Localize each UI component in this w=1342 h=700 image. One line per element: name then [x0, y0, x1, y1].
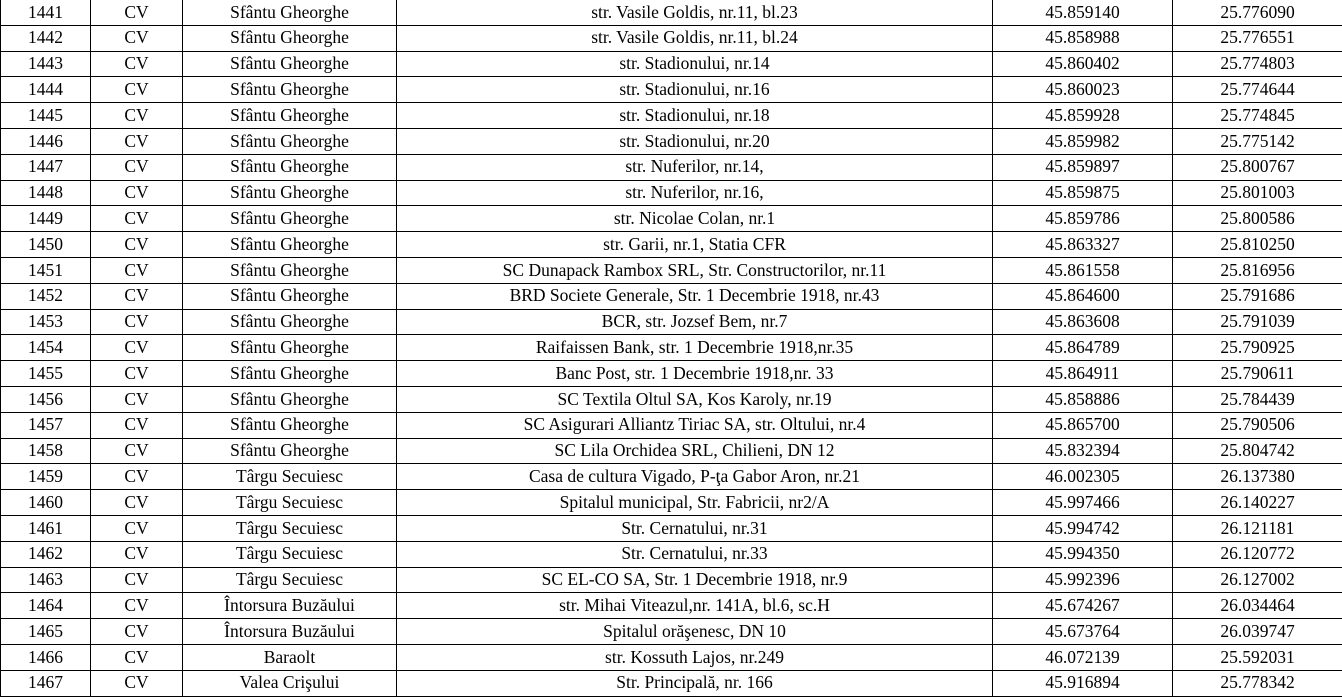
latitude-cell: 45.994742 — [993, 515, 1173, 541]
row-number-cell: 1448 — [1, 180, 91, 206]
locality-cell: Sfântu Gheorghe — [183, 180, 397, 206]
longitude-cell: 25.790506 — [1173, 412, 1342, 438]
longitude-cell: 26.120772 — [1173, 541, 1342, 567]
longitude-cell: 25.804742 — [1173, 438, 1342, 464]
table-row — [1, 593, 1342, 619]
longitude-cell: 26.140227 — [1173, 490, 1342, 516]
county-code-cell: CV — [91, 51, 183, 77]
locality-cell: Sfântu Gheorghe — [183, 283, 397, 309]
row-number-cell: 1446 — [1, 128, 91, 154]
table-row — [1, 180, 1342, 206]
locality-cell: Sfântu Gheorghe — [183, 0, 397, 25]
locality-cell: Sfântu Gheorghe — [183, 206, 397, 232]
longitude-cell: 25.800767 — [1173, 154, 1342, 180]
address-cell: BRD Societe Generale, Str. 1 Decembrie 1918, nr.43 — [397, 283, 993, 309]
county-code-cell: CV — [91, 515, 183, 541]
longitude-cell: 25.800586 — [1173, 206, 1342, 232]
longitude-cell: 25.791039 — [1173, 309, 1342, 335]
table-row — [1, 0, 1342, 25]
row-number-cell: 1467 — [1, 670, 91, 696]
latitude-cell: 45.861558 — [993, 257, 1173, 283]
address-cell: Str. Principală, nr. 166 — [397, 670, 993, 696]
locality-cell: Sfântu Gheorghe — [183, 128, 397, 154]
latitude-cell: 45.863608 — [993, 309, 1173, 335]
row-number-cell: 1457 — [1, 412, 91, 438]
locality-cell: Valea Crişului — [183, 670, 397, 696]
address-cell: Str. Cernatului, nr.31 — [397, 515, 993, 541]
table-row — [1, 541, 1342, 567]
table-row — [1, 103, 1342, 129]
latitude-cell: 45.860023 — [993, 77, 1173, 103]
county-code-cell: CV — [91, 438, 183, 464]
longitude-cell: 25.791686 — [1173, 283, 1342, 309]
address-cell: Str. Cernatului, nr.33 — [397, 541, 993, 567]
table-row — [1, 77, 1342, 103]
locality-cell: Târgu Secuiesc — [183, 464, 397, 490]
row-number-cell: 1465 — [1, 619, 91, 645]
latitude-cell: 45.997466 — [993, 490, 1173, 516]
latitude-cell: 45.860402 — [993, 51, 1173, 77]
latitude-cell: 45.992396 — [993, 567, 1173, 593]
table-row — [1, 644, 1342, 670]
longitude-cell: 25.774803 — [1173, 51, 1342, 77]
locality-cell: Sfântu Gheorghe — [183, 361, 397, 387]
locality-cell: Sfântu Gheorghe — [183, 309, 397, 335]
row-number-cell: 1453 — [1, 309, 91, 335]
row-number-cell: 1441 — [1, 0, 91, 25]
longitude-cell: 26.127002 — [1173, 567, 1342, 593]
address-cell: str. Vasile Goldis, nr.11, bl.23 — [397, 0, 993, 25]
county-code-cell: CV — [91, 257, 183, 283]
row-number-cell: 1445 — [1, 103, 91, 129]
table-row — [1, 335, 1342, 361]
address-cell: str. Stadionului, nr.14 — [397, 51, 993, 77]
longitude-cell: 25.778342 — [1173, 670, 1342, 696]
table-body — [1, 0, 1342, 696]
latitude-cell: 45.674267 — [993, 593, 1173, 619]
row-number-cell: 1466 — [1, 644, 91, 670]
county-code-cell: CV — [91, 103, 183, 129]
row-number-cell: 1461 — [1, 515, 91, 541]
table-row — [1, 25, 1342, 51]
county-code-cell: CV — [91, 206, 183, 232]
county-code-cell: CV — [91, 386, 183, 412]
latitude-cell: 45.994350 — [993, 541, 1173, 567]
longitude-cell: 25.790925 — [1173, 335, 1342, 361]
table-row — [1, 670, 1342, 696]
county-code-cell: CV — [91, 180, 183, 206]
row-number-cell: 1454 — [1, 335, 91, 361]
longitude-cell: 25.776551 — [1173, 25, 1342, 51]
county-code-cell: CV — [91, 283, 183, 309]
row-number-cell: 1449 — [1, 206, 91, 232]
locality-cell: Sfântu Gheorghe — [183, 103, 397, 129]
address-cell: str. Stadionului, nr.16 — [397, 77, 993, 103]
table-row — [1, 619, 1342, 645]
longitude-cell: 25.810250 — [1173, 232, 1342, 258]
locality-cell: Sfântu Gheorghe — [183, 232, 397, 258]
address-cell: Spitalul municipal, Str. Fabricii, nr2/A — [397, 490, 993, 516]
latitude-cell: 45.865700 — [993, 412, 1173, 438]
county-code-cell: CV — [91, 464, 183, 490]
latitude-cell: 45.864911 — [993, 361, 1173, 387]
latitude-cell: 45.858886 — [993, 386, 1173, 412]
row-number-cell: 1444 — [1, 77, 91, 103]
table-row — [1, 567, 1342, 593]
latitude-cell: 46.072139 — [993, 644, 1173, 670]
county-code-cell: CV — [91, 567, 183, 593]
locality-cell: Târgu Secuiesc — [183, 515, 397, 541]
locality-cell: Târgu Secuiesc — [183, 567, 397, 593]
county-code-cell: CV — [91, 670, 183, 696]
row-number-cell: 1447 — [1, 154, 91, 180]
table-row — [1, 283, 1342, 309]
row-number-cell: 1450 — [1, 232, 91, 258]
table-row — [1, 257, 1342, 283]
address-cell: SC Asigurari Alliantz Tiriac SA, str. Oltului, nr.4 — [397, 412, 993, 438]
county-code-cell: CV — [91, 154, 183, 180]
county-code-cell: CV — [91, 309, 183, 335]
latitude-cell: 45.859875 — [993, 180, 1173, 206]
address-cell: SC Dunapack Rambox SRL, Str. Constructorilor, nr.11 — [397, 257, 993, 283]
county-code-cell: CV — [91, 541, 183, 567]
county-code-cell: CV — [91, 644, 183, 670]
table-row — [1, 515, 1342, 541]
latitude-cell: 45.863327 — [993, 232, 1173, 258]
latitude-cell: 45.864789 — [993, 335, 1173, 361]
address-cell: Raifaissen Bank, str. 1 Decembrie 1918,nr.35 — [397, 335, 993, 361]
table-row — [1, 232, 1342, 258]
row-number-cell: 1458 — [1, 438, 91, 464]
table-row — [1, 309, 1342, 335]
latitude-cell: 45.864600 — [993, 283, 1173, 309]
longitude-cell: 25.592031 — [1173, 644, 1342, 670]
longitude-cell: 25.774845 — [1173, 103, 1342, 129]
address-cell: BCR, str. Jozsef Bem, nr.7 — [397, 309, 993, 335]
latitude-cell: 45.859928 — [993, 103, 1173, 129]
county-code-cell: CV — [91, 335, 183, 361]
row-number-cell: 1442 — [1, 25, 91, 51]
latitude-cell: 45.859786 — [993, 206, 1173, 232]
county-code-cell: CV — [91, 128, 183, 154]
county-code-cell: CV — [91, 361, 183, 387]
row-number-cell: 1455 — [1, 361, 91, 387]
row-number-cell: 1460 — [1, 490, 91, 516]
address-cell: SC EL-CO SA, Str. 1 Decembrie 1918, nr.9 — [397, 567, 993, 593]
row-number-cell: 1443 — [1, 51, 91, 77]
longitude-cell: 25.816956 — [1173, 257, 1342, 283]
county-code-cell: CV — [91, 490, 183, 516]
address-cell: str. Kossuth Lajos, nr.249 — [397, 644, 993, 670]
address-cell: str. Vasile Goldis, nr.11, bl.24 — [397, 25, 993, 51]
latitude-cell: 45.858988 — [993, 25, 1173, 51]
address-cell: str. Garii, nr.1, Statia CFR — [397, 232, 993, 258]
row-number-cell: 1459 — [1, 464, 91, 490]
longitude-cell: 25.774644 — [1173, 77, 1342, 103]
table-row — [1, 438, 1342, 464]
address-cell: str. Stadionului, nr.18 — [397, 103, 993, 129]
row-number-cell: 1456 — [1, 386, 91, 412]
table-row — [1, 154, 1342, 180]
longitude-cell: 26.137380 — [1173, 464, 1342, 490]
row-number-cell: 1451 — [1, 257, 91, 283]
locality-cell: Sfântu Gheorghe — [183, 335, 397, 361]
table-row — [1, 490, 1342, 516]
county-code-cell: CV — [91, 232, 183, 258]
latitude-cell: 45.673764 — [993, 619, 1173, 645]
address-cell: SC Lila Orchidea SRL, Chilieni, DN 12 — [397, 438, 993, 464]
longitude-cell: 26.039747 — [1173, 619, 1342, 645]
table-row — [1, 51, 1342, 77]
locality-cell: Sfântu Gheorghe — [183, 257, 397, 283]
county-code-cell: CV — [91, 0, 183, 25]
address-cell: Spitalul orăşenesc, DN 10 — [397, 619, 993, 645]
latitude-cell: 45.916894 — [993, 670, 1173, 696]
locality-cell: Târgu Secuiesc — [183, 541, 397, 567]
locality-cell: Sfântu Gheorghe — [183, 412, 397, 438]
latitude-cell: 45.859140 — [993, 0, 1173, 25]
county-code-cell: CV — [91, 25, 183, 51]
address-cell: str. Stadionului, nr.20 — [397, 128, 993, 154]
table-row — [1, 128, 1342, 154]
address-cell: Banc Post, str. 1 Decembrie 1918,nr. 33 — [397, 361, 993, 387]
locality-cell: Sfântu Gheorghe — [183, 77, 397, 103]
latitude-cell: 45.832394 — [993, 438, 1173, 464]
address-cell: Casa de cultura Vigado, P-ţa Gabor Aron, nr.21 — [397, 464, 993, 490]
row-number-cell: 1464 — [1, 593, 91, 619]
latitude-cell: 46.002305 — [993, 464, 1173, 490]
table-row — [1, 386, 1342, 412]
longitude-cell: 25.775142 — [1173, 128, 1342, 154]
county-code-cell: CV — [91, 593, 183, 619]
longitude-cell: 26.121181 — [1173, 515, 1342, 541]
county-code-cell: CV — [91, 77, 183, 103]
table-row — [1, 412, 1342, 438]
table-row — [1, 464, 1342, 490]
locality-cell: Sfântu Gheorghe — [183, 51, 397, 77]
address-cell: str. Nuferilor, nr.14, — [397, 154, 993, 180]
locality-cell: Sfântu Gheorghe — [183, 438, 397, 464]
locality-cell: Târgu Secuiesc — [183, 490, 397, 516]
county-code-cell: CV — [91, 412, 183, 438]
longitude-cell: 25.784439 — [1173, 386, 1342, 412]
longitude-cell: 26.034464 — [1173, 593, 1342, 619]
row-number-cell: 1462 — [1, 541, 91, 567]
latitude-cell: 45.859982 — [993, 128, 1173, 154]
table-row — [1, 361, 1342, 387]
table-row — [1, 206, 1342, 232]
locality-cell: Sfântu Gheorghe — [183, 386, 397, 412]
address-cell: str. Nicolae Colan, nr.1 — [397, 206, 993, 232]
longitude-cell: 25.776090 — [1173, 0, 1342, 25]
longitude-cell: 25.801003 — [1173, 180, 1342, 206]
locality-cell: Întorsura Buzăului — [183, 593, 397, 619]
longitude-cell: 25.790611 — [1173, 361, 1342, 387]
locality-cell: Sfântu Gheorghe — [183, 25, 397, 51]
locality-cell: Sfântu Gheorghe — [183, 154, 397, 180]
county-code-cell: CV — [91, 619, 183, 645]
row-number-cell: 1463 — [1, 567, 91, 593]
address-cell: str. Nuferilor, nr.16, — [397, 180, 993, 206]
row-number-cell: 1452 — [1, 283, 91, 309]
address-cell: SC Textila Oltul SA, Kos Karoly, nr.19 — [397, 386, 993, 412]
latitude-cell: 45.859897 — [993, 154, 1173, 180]
locality-cell: Întorsura Buzăului — [183, 619, 397, 645]
address-cell: str. Mihai Viteazul,nr. 141A, bl.6, sc.H — [397, 593, 993, 619]
locality-cell: Baraolt — [183, 644, 397, 670]
